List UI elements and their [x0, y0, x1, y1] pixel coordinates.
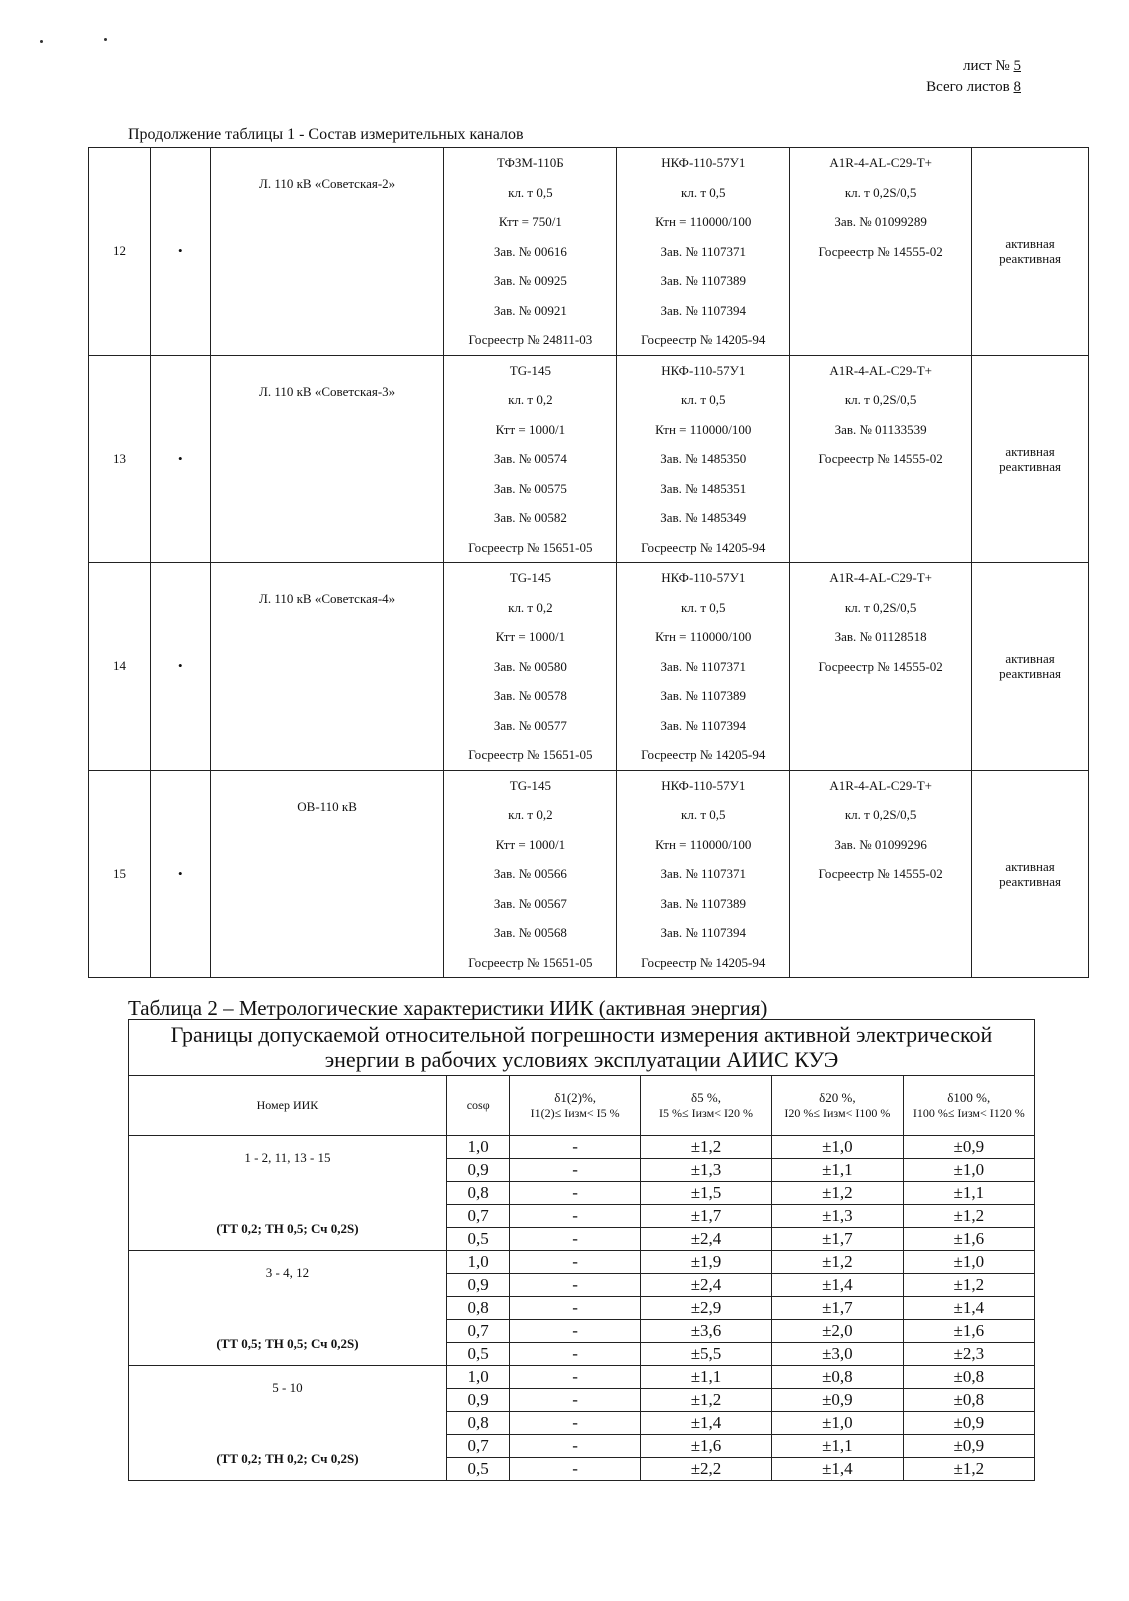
tn-line: Госреестр № 14205-94 — [641, 747, 766, 762]
tn-line: НКФ-110-57У1 — [661, 570, 746, 585]
cos-value: 1,0 — [446, 1251, 510, 1274]
error-value: ±3,6 — [640, 1320, 771, 1343]
energy-type: активная — [1005, 236, 1055, 252]
channel-mark: • — [150, 563, 210, 771]
channel-tn — [617, 355, 790, 563]
tn-line: кл. т 0,5 — [681, 184, 726, 200]
error-value: ±0,8 — [903, 1366, 1034, 1389]
table2-header-row — [129, 1076, 1035, 1136]
tn-line: Зав. № 1107371 — [660, 243, 747, 259]
cos-value: 0,5 — [446, 1458, 510, 1481]
header-iik: Номер ИИК — [129, 1076, 447, 1136]
total-number: 8 — [1013, 79, 1021, 95]
header-delta-1-2: δ1(2)%, I1(2)≤ Iизм< I5 % — [510, 1076, 640, 1136]
meter-line: A1R-4-AL-C29-T+ — [829, 777, 932, 793]
error-value: - — [510, 1228, 640, 1251]
tn-line: Зав. № 1485349 — [660, 510, 747, 525]
error-row — [129, 1136, 1035, 1159]
tt-line: Зав. № 00567 — [493, 895, 567, 911]
tn-line: Зав. № 1107389 — [660, 273, 747, 288]
tt-line: Ктт = 1000/1 — [495, 421, 566, 437]
channel-tn — [617, 148, 790, 356]
error-row — [129, 1366, 1035, 1389]
error-value: - — [510, 1320, 640, 1343]
tn-line: Зав. № 1107389 — [660, 688, 747, 703]
channel-row — [89, 148, 1089, 356]
measurement-channels-table — [88, 147, 1089, 978]
cos-value: 0,5 — [446, 1343, 510, 1366]
channel-row — [89, 770, 1089, 978]
error-value: ±1,6 — [903, 1228, 1034, 1251]
error-value: - — [510, 1251, 640, 1274]
tn-line: НКФ-110-57У1 — [661, 362, 746, 378]
error-value: ±2,2 — [640, 1458, 771, 1481]
header-cos: cosφ — [446, 1076, 510, 1136]
cos-value: 0,7 — [446, 1435, 510, 1458]
channel-row — [89, 563, 1089, 771]
accuracy-spec: (ТТ 0,2; ТН 0,2; Сч 0,2S) — [216, 1451, 359, 1466]
channel-meter — [790, 770, 972, 978]
tn-line: кл. т 0,5 — [681, 599, 726, 615]
error-value: ±1,2 — [903, 1274, 1034, 1297]
error-value: ±1,2 — [640, 1389, 771, 1412]
error-value: - — [510, 1458, 640, 1481]
sheet-label: лист № — [962, 58, 1010, 74]
channel-mark: • — [150, 770, 210, 978]
channel-number: 15 — [89, 770, 151, 978]
tt-line: Ктт = 1000/1 — [495, 836, 566, 852]
total-label: Всего листов — [926, 79, 1010, 95]
channel-name: Л. 110 кВ «Советская-4» — [210, 563, 444, 771]
tt-line: Зав. № 00575 — [493, 480, 567, 496]
tt-line: Зав. № 00921 — [493, 302, 567, 318]
error-value: ±0,9 — [772, 1389, 903, 1412]
tt-line: Зав. № 00566 — [493, 866, 567, 881]
sheet-number-line — [926, 56, 1021, 77]
cos-value: 0,5 — [446, 1228, 510, 1251]
error-value: - — [510, 1182, 640, 1205]
tt-line: Госреестр № 24811-03 — [468, 332, 593, 347]
cos-value: 0,9 — [446, 1274, 510, 1297]
energy-type: реактивная — [999, 458, 1061, 474]
tn-line: кл. т 0,5 — [681, 392, 726, 407]
tn-line: Зав. № 1107371 — [660, 866, 747, 881]
error-value: ±1,3 — [772, 1205, 903, 1228]
error-value: ±2,4 — [640, 1274, 771, 1297]
tt-line: кл. т 0,2 — [508, 392, 553, 407]
metrological-characteristics-table — [128, 1019, 1035, 1481]
iik-range: 1 - 2, 11, 13 - 15 — [244, 1150, 331, 1165]
table2-caption: Таблица 2 – Метрологические характеристики ИИК (активная энергия) — [128, 996, 768, 1020]
error-value: ±1,1 — [640, 1366, 771, 1389]
energy-type: реактивная — [999, 666, 1061, 682]
cos-value: 1,0 — [446, 1136, 510, 1159]
accuracy-spec: (ТТ 0,2; ТН 0,5; Сч 0,2S) — [216, 1221, 359, 1236]
error-value: ±2,3 — [903, 1343, 1034, 1366]
channel-mark: • — [150, 355, 210, 563]
tt-line: кл. т 0,2 — [508, 599, 553, 615]
table1-caption: Продолжение таблицы 1 - Состав измерительных каналов — [128, 126, 524, 143]
error-value: - — [510, 1136, 640, 1159]
sheet-number: 5 — [1013, 58, 1021, 74]
iik-group — [129, 1251, 447, 1366]
channel-tn — [617, 770, 790, 978]
error-value: ±3,0 — [772, 1343, 903, 1366]
tt-line: Госреестр № 15651-05 — [468, 539, 593, 555]
tt-line: кл. т 0,5 — [508, 184, 553, 200]
error-value: ±1,7 — [772, 1228, 903, 1251]
meter-line: Зав. № 01099289 — [834, 214, 927, 229]
error-value: ±1,1 — [772, 1159, 903, 1182]
tt-line: Ктт = 750/1 — [498, 214, 562, 229]
cos-value: 0,9 — [446, 1159, 510, 1182]
meter-line: A1R-4-AL-C29-T+ — [829, 155, 932, 170]
tt-line: Зав. № 00577 — [493, 717, 567, 733]
tn-line: Зав. № 1107394 — [660, 717, 747, 733]
meter-line: Госреестр № 14555-02 — [818, 658, 943, 674]
tt-line: кл. т 0,2 — [508, 807, 553, 822]
meter-line: A1R-4-AL-C29-T+ — [829, 362, 932, 378]
channel-number: 13 — [89, 355, 151, 563]
error-value: - — [510, 1412, 640, 1435]
cos-value: 0,9 — [446, 1389, 510, 1412]
tt-line: TG-145 — [509, 362, 551, 378]
error-value: ±1,0 — [903, 1251, 1034, 1274]
error-value: - — [510, 1297, 640, 1320]
error-value: ±1,7 — [640, 1205, 771, 1228]
error-value: ±1,1 — [903, 1182, 1034, 1205]
channel-tt — [444, 770, 617, 978]
meter-line: Госреестр № 14555-02 — [818, 866, 943, 881]
error-value: - — [510, 1159, 640, 1182]
error-value: ±1,2 — [772, 1251, 903, 1274]
channel-row — [89, 355, 1089, 563]
tn-line: Ктн = 110000/100 — [655, 421, 752, 437]
energy-type: реактивная — [999, 873, 1061, 889]
error-value: ±0,9 — [903, 1435, 1034, 1458]
error-value: ±2,9 — [640, 1297, 771, 1320]
tt-line: Зав. № 00580 — [493, 658, 567, 674]
iik-group — [129, 1136, 447, 1251]
error-value: - — [510, 1389, 640, 1412]
channel-mark: • — [150, 148, 210, 356]
tt-line: Зав. № 00578 — [493, 688, 567, 703]
iik-group — [129, 1366, 447, 1481]
error-value: ±1,9 — [640, 1251, 771, 1274]
error-value: ±0,9 — [903, 1136, 1034, 1159]
error-value: ±1,4 — [772, 1274, 903, 1297]
error-value: ±2,4 — [640, 1228, 771, 1251]
tn-line: НКФ-110-57У1 — [661, 777, 746, 793]
energy-types — [972, 355, 1089, 563]
tt-line: Зав. № 00925 — [493, 273, 567, 288]
meter-line: кл. т 0,2S/0,5 — [844, 599, 917, 615]
iik-range: 3 - 4, 12 — [265, 1265, 310, 1280]
cos-value: 0,8 — [446, 1182, 510, 1205]
header-delta-100: δ100 %, I100 %≤ Iизм< I120 % — [903, 1076, 1034, 1136]
error-value: - — [510, 1205, 640, 1228]
tt-line: Зав. № 00574 — [493, 451, 567, 466]
error-value: ±1,4 — [772, 1458, 903, 1481]
error-value: ±0,8 — [772, 1366, 903, 1389]
cos-value: 0,8 — [446, 1412, 510, 1435]
cos-value: 0,7 — [446, 1205, 510, 1228]
scan-speck — [40, 40, 43, 43]
energy-type: активная — [1005, 858, 1055, 874]
error-value: ±1,0 — [772, 1412, 903, 1435]
iik-range: 5 - 10 — [272, 1380, 303, 1395]
meter-line: Зав. № 01133539 — [834, 421, 927, 437]
channel-tt — [444, 148, 617, 356]
meter-line: Госреестр № 14555-02 — [818, 243, 943, 259]
meter-line: Госреестр № 14555-02 — [818, 451, 943, 466]
error-value: ±1,6 — [903, 1320, 1034, 1343]
error-value: ±1,5 — [640, 1182, 771, 1205]
error-value: ±1,0 — [903, 1159, 1034, 1182]
channel-tn — [617, 563, 790, 771]
channel-meter — [790, 563, 972, 771]
error-value: ±1,0 — [772, 1136, 903, 1159]
channel-meter — [790, 355, 972, 563]
tt-line: Ктт = 1000/1 — [495, 629, 566, 644]
cos-value: 1,0 — [446, 1366, 510, 1389]
total-sheets-line — [926, 77, 1021, 98]
channel-tt — [444, 355, 617, 563]
tt-line: Зав. № 00616 — [493, 243, 567, 259]
tt-line: ТФЗМ-110Б — [496, 155, 564, 170]
accuracy-spec: (ТТ 0,5; ТН 0,5; Сч 0,2S) — [216, 1336, 359, 1351]
meter-line: A1R-4-AL-C29-T+ — [829, 570, 932, 585]
tn-line: НКФ-110-57У1 — [661, 155, 746, 170]
error-value: - — [510, 1343, 640, 1366]
tn-line: Зав. № 1485350 — [660, 451, 747, 466]
error-row — [129, 1251, 1035, 1274]
error-value: ±5,5 — [640, 1343, 771, 1366]
error-value: ±1,1 — [772, 1435, 903, 1458]
tn-line: Зав. № 1107389 — [660, 895, 747, 911]
channel-number: 12 — [89, 148, 151, 356]
header-delta-5: δ5 %, I5 %≤ Iизм< I20 % — [640, 1076, 771, 1136]
tn-line: Госреестр № 14205-94 — [641, 539, 766, 555]
meter-line: Зав. № 01099296 — [834, 836, 927, 852]
error-value: ±1,6 — [640, 1435, 771, 1458]
meter-line: Зав. № 01128518 — [834, 629, 927, 644]
tn-line: Зав. № 1485351 — [660, 480, 747, 496]
channel-name: Л. 110 кВ «Советская-3» — [210, 355, 444, 563]
scan-speck — [104, 38, 107, 41]
error-value: - — [510, 1435, 640, 1458]
channel-meter — [790, 148, 972, 356]
cos-value: 0,8 — [446, 1297, 510, 1320]
energy-type: реактивная — [999, 251, 1061, 267]
tt-line: Госреестр № 15651-05 — [468, 747, 593, 762]
error-value: ±2,0 — [772, 1320, 903, 1343]
energy-type: активная — [1005, 443, 1055, 459]
energy-types — [972, 770, 1089, 978]
error-value: ±1,2 — [772, 1182, 903, 1205]
error-value: ±1,2 — [640, 1136, 771, 1159]
tn-line: Зав. № 1107371 — [660, 658, 747, 674]
error-value: ±1,4 — [903, 1297, 1034, 1320]
tt-line: Зав. № 00568 — [493, 925, 567, 940]
error-value: ±1,4 — [640, 1412, 771, 1435]
error-value: - — [510, 1274, 640, 1297]
error-value: - — [510, 1366, 640, 1389]
tn-line: Госреестр № 14205-94 — [641, 332, 766, 347]
error-value: ±1,2 — [903, 1205, 1034, 1228]
tn-line: Ктн = 110000/100 — [655, 836, 752, 852]
sheet-info — [926, 56, 1021, 98]
tt-line: Госреестр № 15651-05 — [468, 954, 593, 970]
tt-line: Зав. № 00582 — [493, 510, 567, 525]
table2-title: Границы допускаемой относительной погрешности измерения активной электрической энергии в рабочих условиях эксплуатации АИИС КУЭ — [129, 1020, 1035, 1076]
error-value: ±0,9 — [903, 1412, 1034, 1435]
meter-line: кл. т 0,2S/0,5 — [844, 807, 917, 822]
error-value: ±0,8 — [903, 1389, 1034, 1412]
error-value: ±1,7 — [772, 1297, 903, 1320]
cos-value: 0,7 — [446, 1320, 510, 1343]
tn-line: Госреестр № 14205-94 — [641, 954, 766, 970]
tn-line: Ктн = 110000/100 — [655, 214, 752, 229]
tn-line: Ктн = 110000/100 — [655, 629, 752, 644]
tt-line: TG-145 — [509, 570, 551, 585]
meter-line: кл. т 0,2S/0,5 — [844, 184, 917, 200]
tn-line: Зав. № 1107394 — [660, 302, 747, 318]
energy-types — [972, 563, 1089, 771]
meter-line: кл. т 0,2S/0,5 — [844, 392, 917, 407]
error-value: ±1,3 — [640, 1159, 771, 1182]
channel-name: Л. 110 кВ «Советская-2» — [210, 148, 444, 356]
channel-name: ОВ-110 кВ — [210, 770, 444, 978]
tn-line: Зав. № 1107394 — [660, 925, 747, 940]
channel-number: 14 — [89, 563, 151, 771]
error-value: ±1,2 — [903, 1458, 1034, 1481]
tt-line: TG-145 — [509, 777, 551, 793]
energy-types — [972, 148, 1089, 356]
energy-type: активная — [1005, 651, 1055, 667]
channel-tt — [444, 563, 617, 771]
tn-line: кл. т 0,5 — [681, 807, 726, 822]
header-delta-20: δ20 %, I20 %≤ Iизм< I100 % — [772, 1076, 903, 1136]
